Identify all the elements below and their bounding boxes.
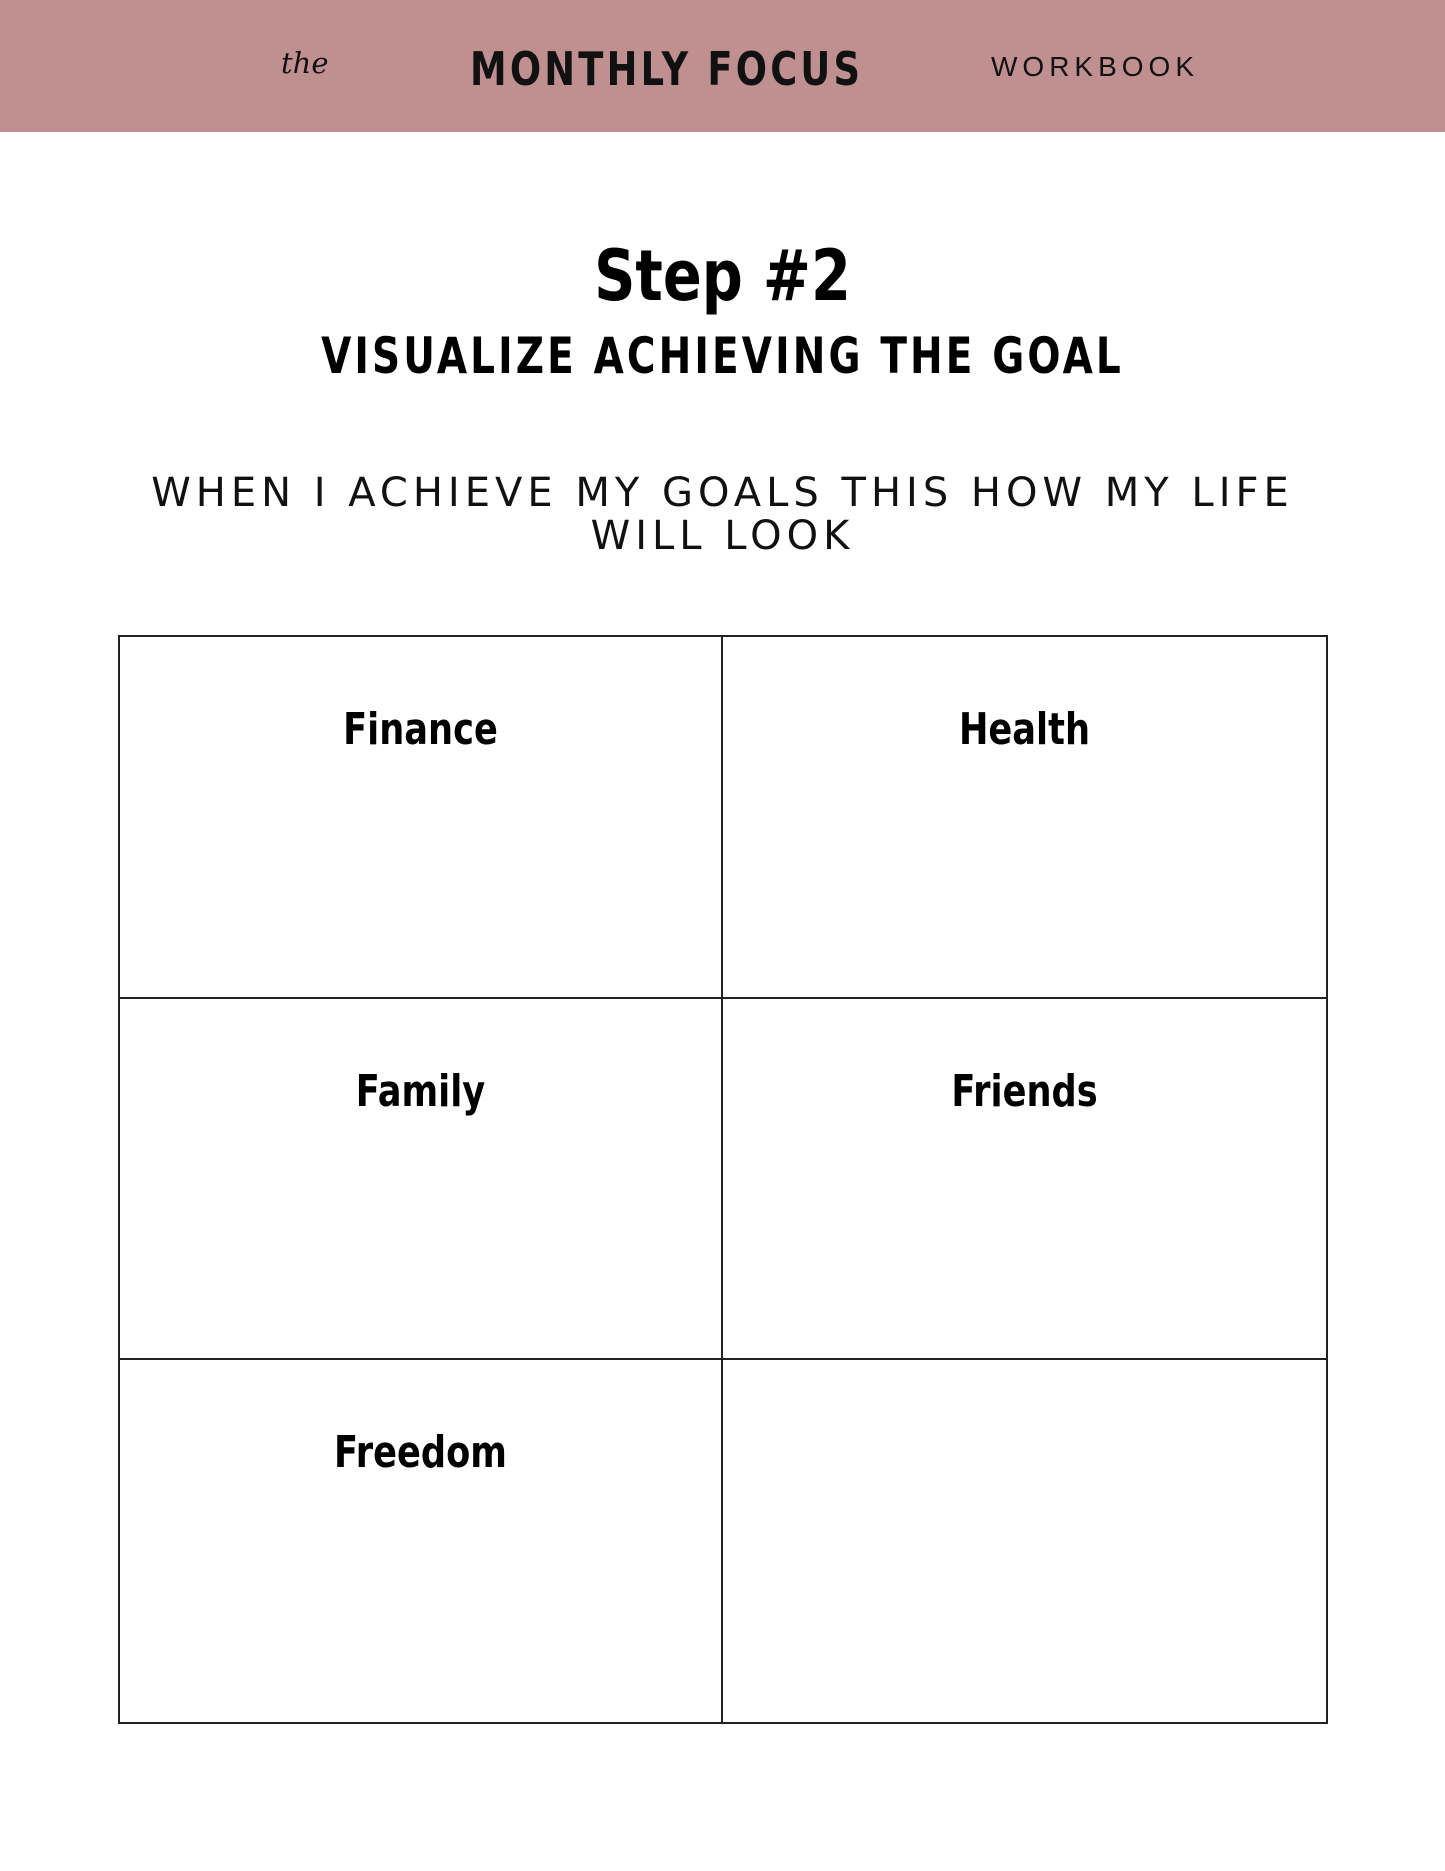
cell-label: Health [958,704,1091,755]
grid-cell-blank[interactable] [723,1360,1326,1722]
life-areas-grid [118,635,1328,1724]
header-suffix: WORKBOOK [991,51,1200,82]
grid-cell-freedom[interactable] [120,1360,723,1722]
grid-cell-family[interactable] [120,999,723,1361]
cell-label: Friends [951,1065,1098,1117]
cell-label: Finance [343,704,498,755]
cell-label: Freedom [334,1427,507,1479]
header-title: MONTHLY FOCUS [470,42,864,96]
step-subtitle: VISUALIZE ACHIEVING THE GOAL [321,327,1124,385]
header-band [0,0,1445,132]
visualization-prompt: WHEN I ACHIEVE MY GOALS THIS HOW MY LIFE WILL LOOK [151,470,1294,559]
cell-label: Family [355,1065,486,1117]
grid-cell-friends[interactable] [723,999,1326,1361]
grid-cell-health[interactable] [723,637,1326,999]
grid-cell-finance[interactable] [120,637,723,999]
step-title: Step #2 [594,235,851,317]
header-prefix: the [281,46,329,80]
